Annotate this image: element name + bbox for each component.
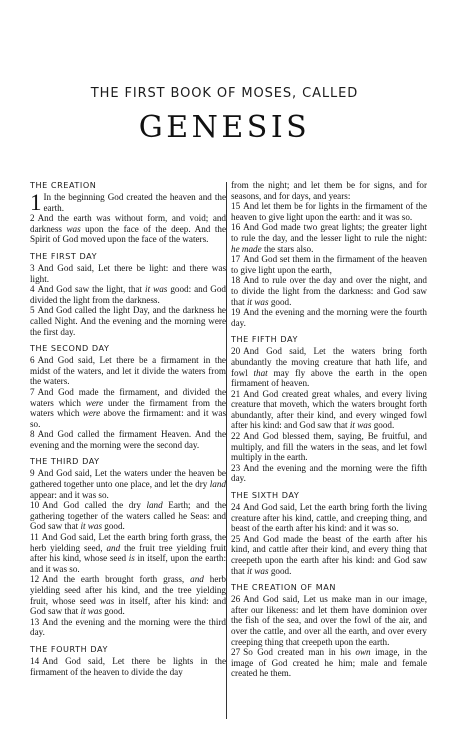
- verse-number: 11: [30, 532, 39, 543]
- section-heading: THE FIFTH DAY: [231, 334, 298, 345]
- italic-word: and: [190, 574, 204, 585]
- italic-word: it was: [145, 284, 168, 295]
- verse: 22 And God blessed them, saying, Be fruitful, and multiply, and fill the waters in the seas, and let fowl multiply in the earth.: [231, 431, 427, 463]
- section-heading: THE FOURTH DAY: [30, 643, 108, 654]
- verse-number: 7: [30, 386, 35, 397]
- verse: 3 And God said, Let there be light: and there was light.: [30, 262, 226, 284]
- scripture-section: [30, 343, 226, 450]
- italic-word: land: [209, 479, 226, 490]
- italic-word: were: [82, 408, 101, 419]
- italic-word: was: [99, 595, 115, 606]
- verse-number: 2: [30, 213, 35, 224]
- italic-word: that: [253, 367, 268, 378]
- drop-cap-verse-number: 1: [30, 190, 42, 215]
- left-column: [30, 180, 226, 677]
- verse: 23 And the evening and the morning were the fifth day.: [231, 462, 427, 484]
- verse-number: 20: [231, 346, 241, 357]
- verse: 9 And God said, Let the waters under the heaven be gathered together unto one place, and let the dry land appear: and it was so.: [30, 468, 226, 500]
- verse-number: 24: [231, 502, 241, 513]
- verse: 25 And God made the beast of the earth after his kind, and cattle after their kind, and every thing that creepeth upon the earth after his kind: and God saw that it was good.: [231, 533, 427, 576]
- verse: 7 And God made the firmament, and divided the waters which were under the firmament from the waters which were above the firmament: and it was so.: [30, 386, 226, 429]
- page-header: [0, 86, 449, 146]
- verse-number: 18: [231, 275, 241, 286]
- italic-word: is: [128, 553, 135, 564]
- verse: 4 And God saw the light, that it was good: and God divided the light from the darkness.: [30, 284, 226, 305]
- verse: 6 And God said, Let there be a firmament in the midst of the waters, and let it divide the waters from the waters.: [30, 355, 226, 387]
- italic-word: he made: [231, 243, 262, 254]
- section-heading: THE SIXTH DAY: [231, 490, 300, 501]
- italic-word: and: [106, 542, 121, 553]
- scripture-section: [231, 582, 427, 679]
- verse-number: 12: [30, 574, 40, 585]
- section-heading: THE THIRD DAY: [30, 456, 100, 467]
- verse-number: 9: [30, 468, 35, 479]
- italic-word: were: [85, 397, 104, 408]
- verse-number: 6: [30, 355, 35, 366]
- verse: 17 And God set them in the firmament of the heaven to give light upon the earth,: [231, 254, 427, 275]
- verse: 11 And God said, Let the earth bring forth grass, the herb yielding seed, and the fruit tree yielding fruit after his kind, whose seed is in itself, upon the earth: and it was so.: [30, 532, 226, 574]
- section-heading: THE SECOND DAY: [30, 343, 110, 354]
- verse: 27 So God created man in his own image, in the image of God created he him; male and female created he them.: [231, 647, 427, 679]
- verse: 26 And God said, Let us make man in our image, after our likeness: and let them have dominion over the fish of the sea, and over the fowl of the air, and over the cattle, and over all the earth, and over every creeping thing that creepeth upon the earth.: [231, 594, 427, 647]
- verse-number: 3: [30, 262, 35, 273]
- verse: 16 And God made two great lights; the greater light to rule the day, and the lesser light to rule the night: he made the stars also.: [231, 222, 427, 254]
- scripture-section: [30, 180, 226, 245]
- verse-number: 4: [30, 284, 35, 295]
- scripture-section: [231, 334, 427, 484]
- verse-number: 17: [231, 254, 241, 265]
- italic-word: own: [355, 647, 371, 658]
- verse: 14 And God said, Let there be lights in the firmament of the heaven to divide the day: [30, 655, 226, 677]
- italic-word: land: [146, 500, 163, 511]
- verse-number: 26: [231, 594, 241, 605]
- verse: from the night; and let them be for signs, and for seasons, and for days, and years:: [231, 180, 427, 201]
- verse-number: 15: [231, 201, 241, 212]
- verse-number: 14: [30, 655, 40, 666]
- italic-word: was: [66, 223, 81, 234]
- verse: 19 And the evening and the morning were the fourth day.: [231, 307, 427, 328]
- italic-word: it was: [246, 296, 269, 307]
- right-column: [231, 180, 427, 679]
- book-subtitle: THE FIRST BOOK OF MOSES, CALLED: [90, 86, 359, 101]
- scripture-section: [30, 456, 226, 638]
- italic-word: it was: [80, 606, 102, 617]
- verse: 20 And God said, Let the waters bring forth abundantly the moving creature that hath life, and fowl that may fly above the earth in the open firmament of heaven.: [231, 346, 427, 389]
- italic-word: it was: [246, 565, 269, 576]
- verse-number: 27: [231, 647, 241, 658]
- verse: 13 And the evening and the morning were the third day.: [30, 616, 226, 638]
- section-heading: THE CREATION OF MAN: [231, 582, 336, 593]
- verse: 18 And to rule over the day and over the night, and to divide the light from the darkness: and God saw that it was good.: [231, 275, 427, 307]
- section-heading: THE FIRST DAY: [30, 250, 98, 261]
- scripture-section: [231, 180, 427, 328]
- verse: 21 And God created great whales, and every living creature that moveth, which the waters brought forth abundantly, after their kind, and every winged fowl after his kind: and God saw that it was good.: [231, 388, 427, 431]
- verse-number: 8: [30, 429, 35, 440]
- verse-number: 10: [30, 500, 40, 511]
- verse-number: 22: [231, 431, 241, 442]
- verse: 15 And let them be for lights in the firmament of the heaven to give light upon the earth: and it was so.: [231, 201, 427, 222]
- verse-number: 16: [231, 222, 241, 233]
- verse: 2 And the earth was without form, and void; and darkness was upon the face of the deep. And the Spirit of God moved upon the face of the waters.: [30, 213, 226, 245]
- section-heading: THE CREATION: [30, 180, 97, 190]
- verse-number: 21: [231, 388, 241, 399]
- verse: 24 And God said, Let the earth bring forth the living creature after his kind, cattle, and creeping thing, and beast of the earth after his kind: and it was so.: [231, 502, 427, 534]
- book-title: GENESIS: [138, 110, 311, 145]
- verse: 8 And God called the firmament Heaven. And the evening and the morning were the second day.: [30, 429, 226, 450]
- scripture-section: [30, 644, 226, 677]
- verse: 1 In the beginning God created the heaven and the earth.: [30, 190, 226, 215]
- verse: 10 And God called the dry land Earth; and the gathering together of the waters called he Seas: and God saw that it was good.: [30, 500, 226, 532]
- verse: 5 And God called the light Day, and the darkness he called Night. And the evening and the morning were the first day.: [30, 305, 226, 337]
- scripture-section: [231, 490, 427, 576]
- italic-word: it was: [349, 420, 372, 431]
- column-divider: [226, 182, 227, 719]
- verse-number: 13: [30, 616, 40, 627]
- verse-number: 23: [231, 462, 241, 473]
- italic-word: it was: [80, 521, 102, 532]
- verse-number: 5: [30, 305, 35, 316]
- verse-number: 19: [231, 307, 241, 318]
- verse-number: 25: [231, 533, 241, 544]
- verse: 12 And the earth brought forth grass, and herb yielding seed after his kind, and the tree yielding fruit, whose seed was in itself, after his kind: and God saw that it was good.: [30, 574, 227, 617]
- scripture-section: [30, 251, 226, 337]
